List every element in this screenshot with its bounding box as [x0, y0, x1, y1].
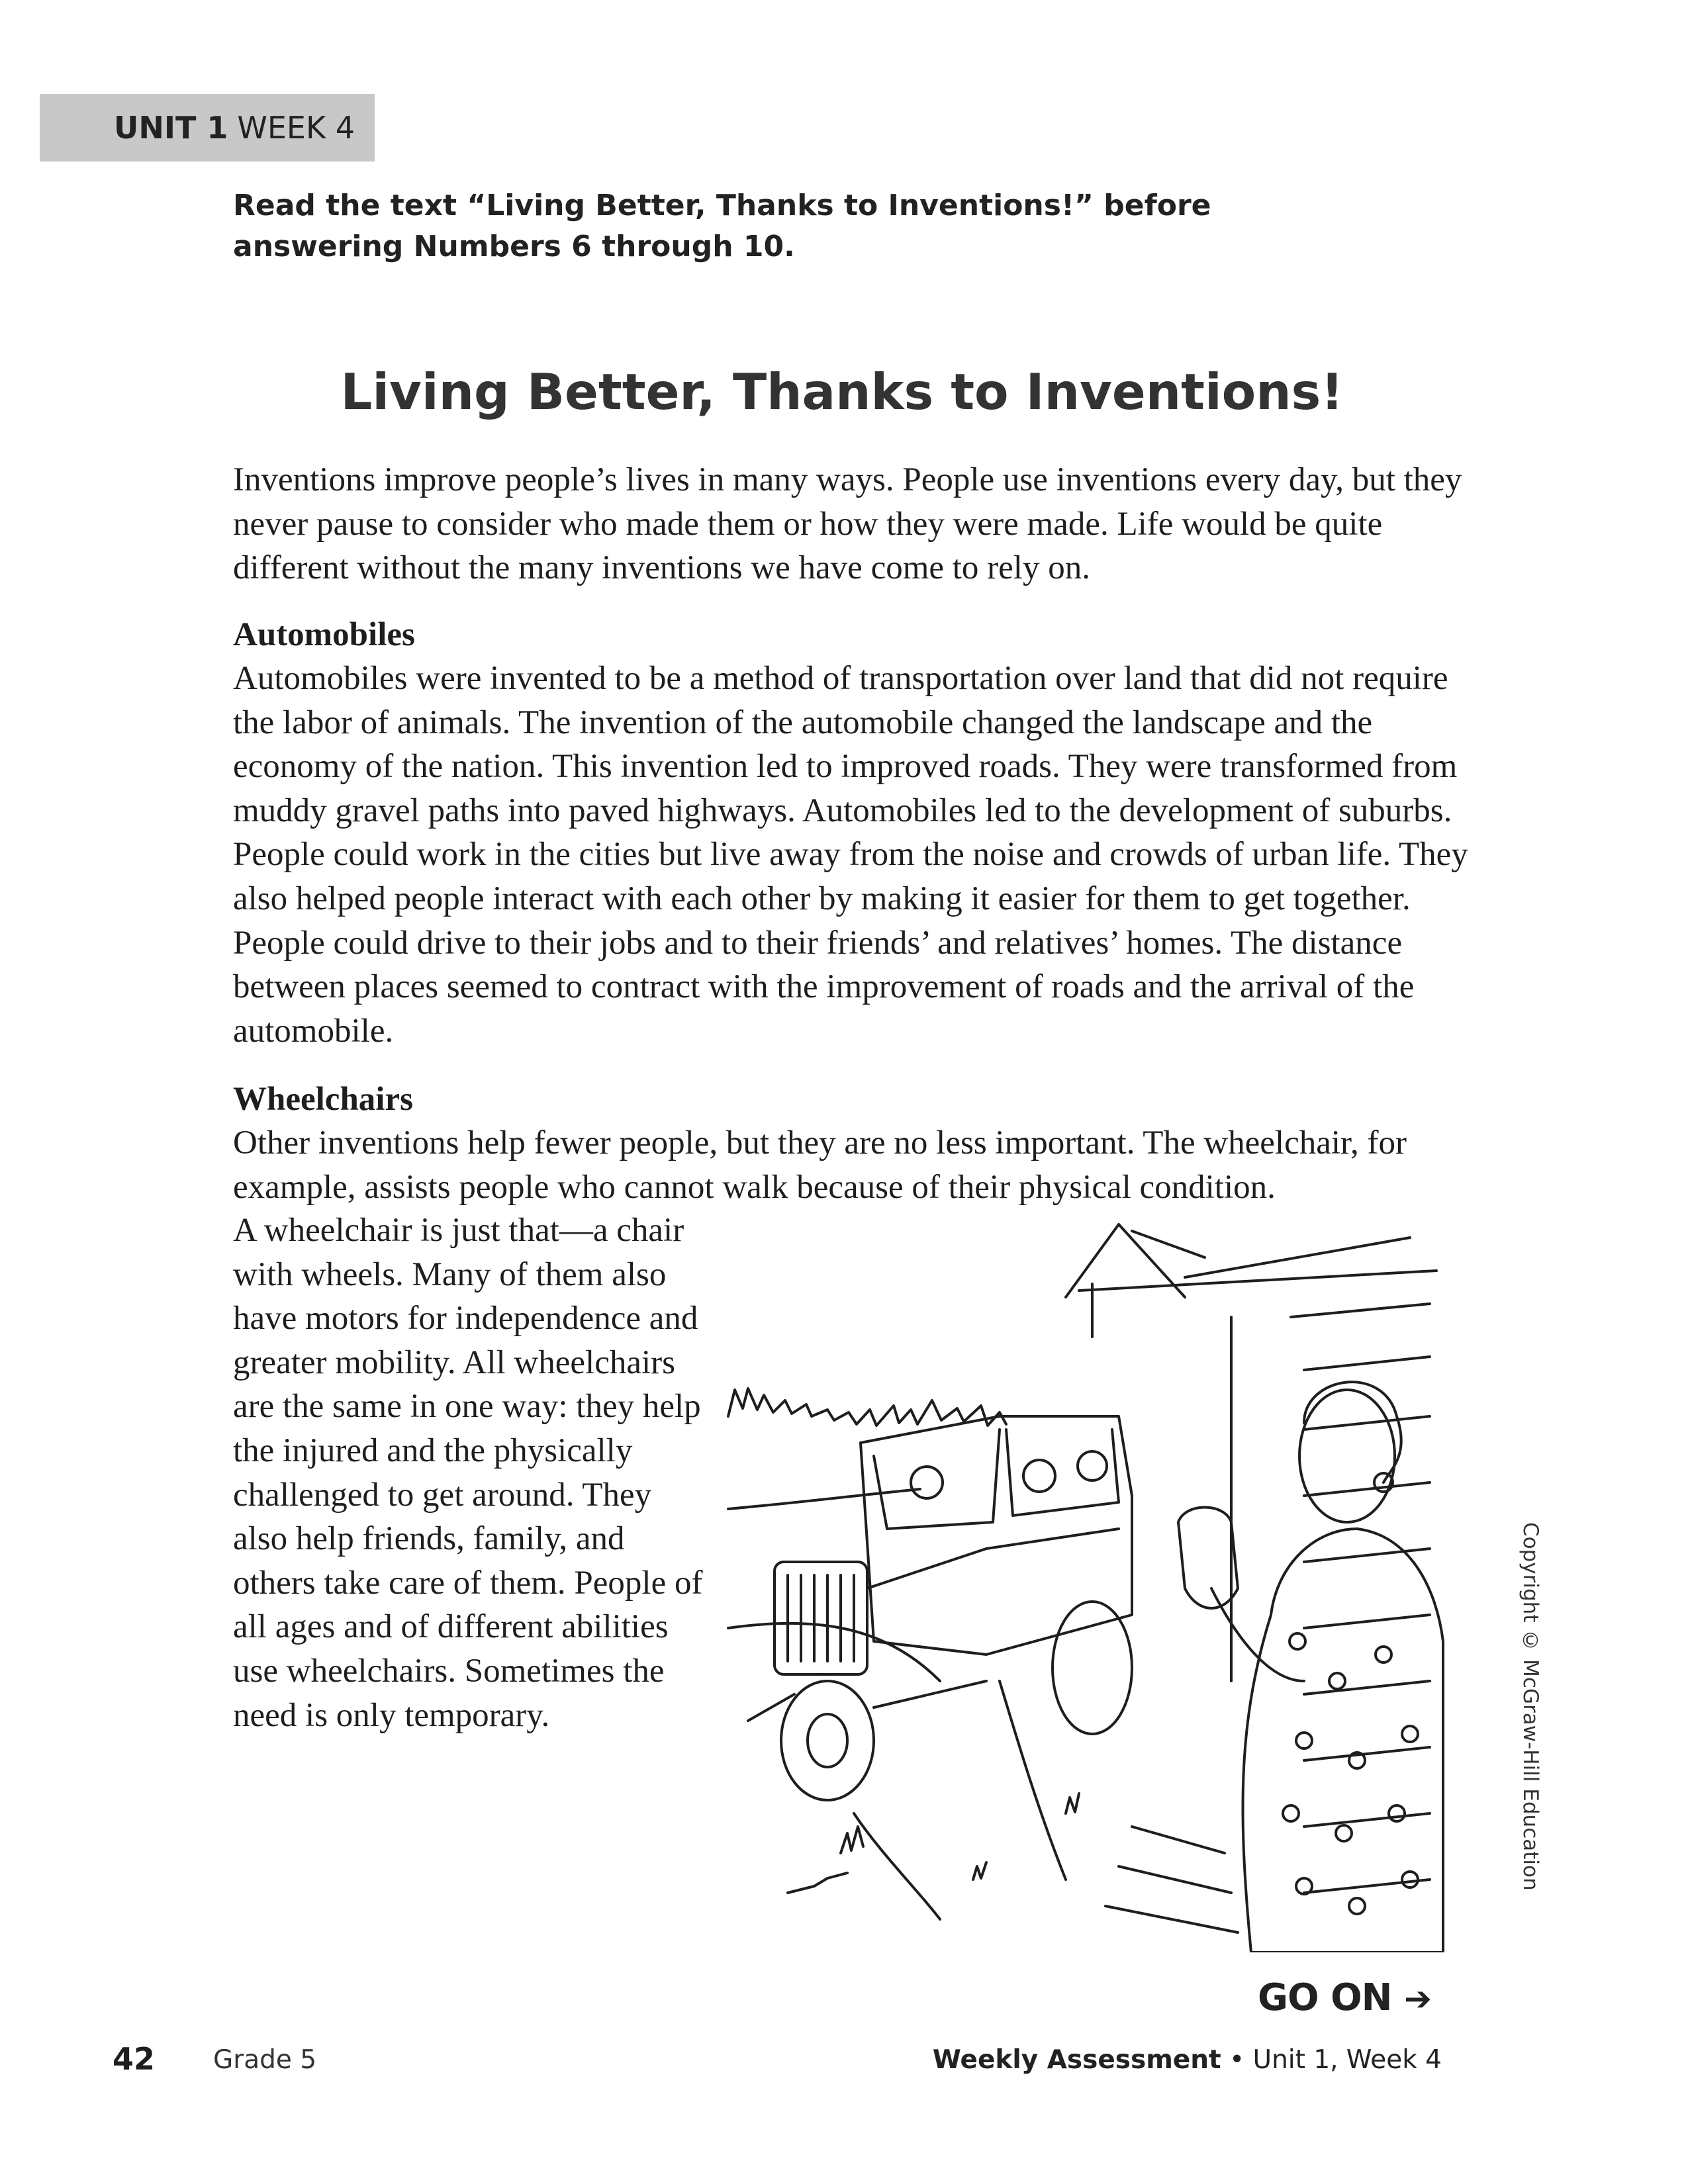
house-siding [1231, 1304, 1430, 1893]
instructions: Read the text “Living Better, Thanks to Inventions!” before answering Numbers 6 through 10. [233, 189, 1211, 263]
unit-week-tab [40, 94, 375, 161]
grade-label: Grade 5 [213, 2045, 317, 2075]
hill-line [728, 1489, 920, 1509]
arrow-right-icon: ➔ [1404, 1979, 1431, 2018]
copyright-note: Copyright © McGraw-Hill Education [1519, 1522, 1542, 1891]
house-roof [1066, 1224, 1410, 1297]
footer-assessment [933, 2045, 1442, 2075]
unit-week-label: Unit 1, Week 4 [1252, 2045, 1442, 2075]
unit-label: UNIT 1 [114, 110, 228, 146]
section-heading-wheelchairs: Wheelchairs [233, 1081, 413, 1118]
driver-head [911, 1467, 943, 1498]
assessment-label: Weekly Assessment [932, 2045, 1221, 2075]
child-head [1078, 1451, 1107, 1480]
woman-waving [1178, 1382, 1443, 1952]
section-body-wheelchairs-continued: A wheelchair is just that—a chair with wheels. Many of them also have motors for independence and greater mobility. All wheelchairs are the same in one way: they help the injured and the physically challenged to get around. They also help friends, family, and others take care of them. People of all ages and of different abilities use wheelchairs. Sometimes the need is only temporary. [233, 1212, 703, 1734]
passenger-head [1023, 1460, 1055, 1492]
page-number: 42 [113, 2041, 156, 2077]
week-label: WEEK 4 [237, 110, 355, 146]
road [728, 1623, 1066, 1919]
intro-paragraph: Inventions improve people’s lives in many ways. People use inventions every day, but they never pause to consider who made them or how they were made. Life would be quite different without the many inventions we have come to rely on. [233, 461, 1462, 587]
background-bushes [728, 1388, 1006, 1426]
illustration-woman-waving-at-car [722, 1218, 1460, 1952]
section-body-wheelchairs: Other inventions help fewer people, but they are no less important. The wheelchair, for example, assists people who cannot walk because of their physical condition. [233, 1124, 1407, 1206]
waving-hand [1178, 1508, 1238, 1609]
dress-flowers [1283, 1633, 1418, 1914]
go-on-label [1258, 1976, 1431, 2019]
article-title: Living Better, Thanks to Inventions! [340, 363, 1344, 421]
porch-steps [1105, 1827, 1238, 1933]
section-body-automobiles: Automobiles were invented to be a method of transportation over land that did not require the labor of animals. The invention of the automobile changed the landscape and the economy of the nation. This invention led to improved roads. They were transformed from muddy gravel paths into paved highways. Automobiles led to the development of suburbs. People could work in the cities but live away from the noise and crowds of urban life. They also helped people interact with each other by making it easier for them to get together. People could drive to their jobs and to their friends’ and relatives’ homes. The distance between places seemed to contract with the improvement of roads and the arrival of the automobile. [233, 660, 1468, 1050]
footer-separator: • [1229, 2045, 1245, 2075]
section-heading-automobiles: Automobiles [233, 616, 415, 653]
woman-head [1299, 1390, 1395, 1522]
vintage-car [748, 1416, 1132, 1800]
grass-tufts [788, 1794, 1079, 1893]
woman-hair [1304, 1382, 1401, 1482]
go-on-text: GO ON [1258, 1976, 1392, 2019]
